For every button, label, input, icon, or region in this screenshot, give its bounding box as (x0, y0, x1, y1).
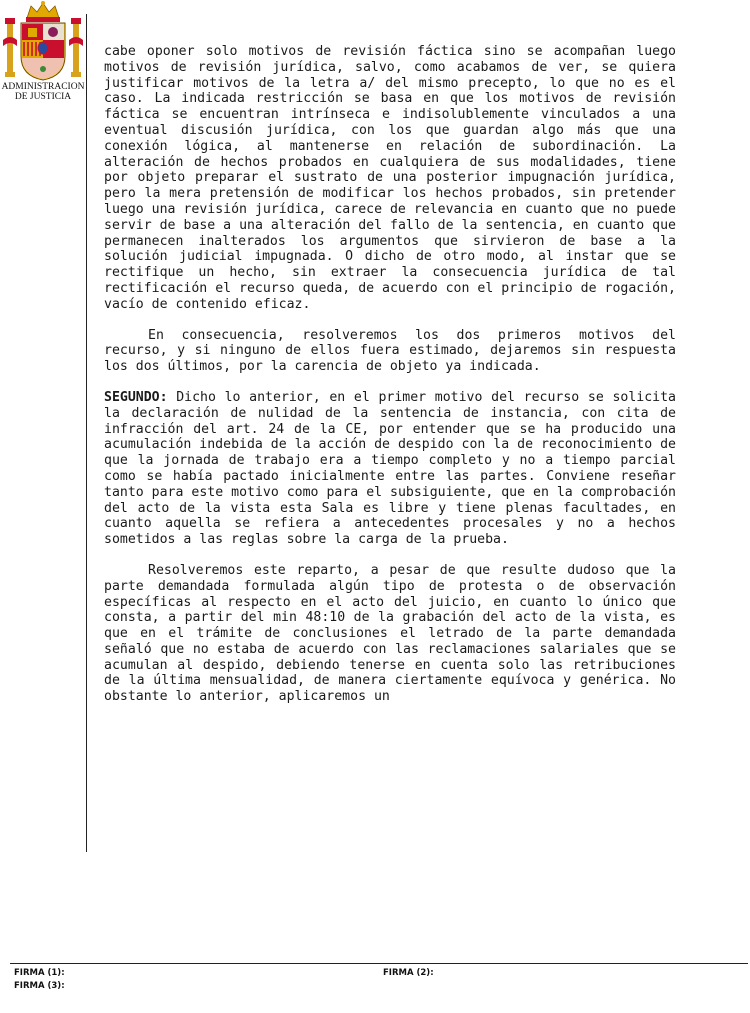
firma-2-label: FIRMA (2): (383, 968, 434, 978)
paragraph-revision-factica: cabe oponer solo motivos de revisión fáctica sino se acompañan luego motivos de revisión jurídica, salvo, como acabamos de ver, se quiera justificar motivos de la letra a/ del mismo precepto, lo que no es el caso. La indicada restricción se basa en que los motivos de revisión fáctica se encuentran intrínseca e indisolublemente vinculados a una eventual discusión jurídica, con los que guardan algo más que una conexión lógica, al mantenerse en relación de subordinación. La alteración de hechos probados en cualquiera de sus modalidades, tiene por objeto preparar el sustrato de una posterior impugnación jurídica, pero la mera pretensión de modificar los hechos probados, sin pretender luego una revisión jurídica, carece de relevancia en cuanto que no puede servir de base a una alteración del fallo de la sentencia, en cuanto que permanecen inalterados los argumentos que sirvieron de base a la solución judicial impugnada. O dicho de otro modo, al instar que se rectifique un hecho, sin extraer la consecuencia jurídica de tal rectificación el recurso queda, de acuerdo con el principio de rogación, vacío de contenido eficaz. (104, 44, 676, 312)
footer-divider (10, 963, 748, 964)
paragraph-segundo (104, 390, 676, 548)
margin-rule (86, 14, 87, 852)
segundo-text: Dicho lo anterior, en el primer motivo del recurso se solicita la declaración de nulidad de la sentencia de instancia, con cita de infracción del art. 24 de la CE, por entender que se ha producido una acumulación indebida de la acción de despido con la de reconocimiento de que la jornada de trabajo era a tiempo completo y no a tiempo parcial como se había pactado inicialmente entre las partes. Conviene reseñar tanto para este motivo como para el subsiguiente, que en la comprobación del acto de la vista esta Sala es libre y tiene plenas facultades, en cuanto aquella se refiera a antecedentes procesales y no a hechos sometidos a las reglas sobre la carga de la prueba. (104, 389, 676, 548)
coat-of-arms-logo (0, 0, 86, 110)
document-body (104, 44, 676, 720)
logo-label-line1: ADMINISTRACION (1, 82, 85, 92)
coat-of-arms-icon (1, 0, 85, 82)
segundo-heading: SEGUNDO: (104, 389, 168, 405)
firma-1-label: FIRMA (1): (14, 968, 65, 978)
paragraph-consecuencia: En consecuencia, resolveremos los dos primeros motivos del recurso, y si ninguno de ellos fuera estimado, dejaremos sin respuesta los dos últimos, por la carencia de objeto ya indicada. (104, 327, 676, 375)
firma-3-label: FIRMA (3): (14, 981, 65, 991)
logo-label (0, 82, 86, 102)
logo-label-line2: DE JUSTICIA (14, 92, 72, 102)
paragraph-resolveremos: Resolveremos este reparto, a pesar de que resulte dudoso que la parte demandada formulada algún tipo de protesta o de observación específicas al respecto en el acto del juicio, en cuanto lo único que consta, a partir del min 48:10 de la grabación del acto de la vista, es que en el trámite de conclusiones el letrado de la parte demandada señaló que no estaba de acuerdo con las reclamaciones salariales que se acumulan al despido, debiendo tenerse en cuenta solo las retribuciones de la última mensualidad, de manera ciertamente equívoca y genérica. No obstante lo anterior, aplicaremos un (104, 562, 676, 705)
